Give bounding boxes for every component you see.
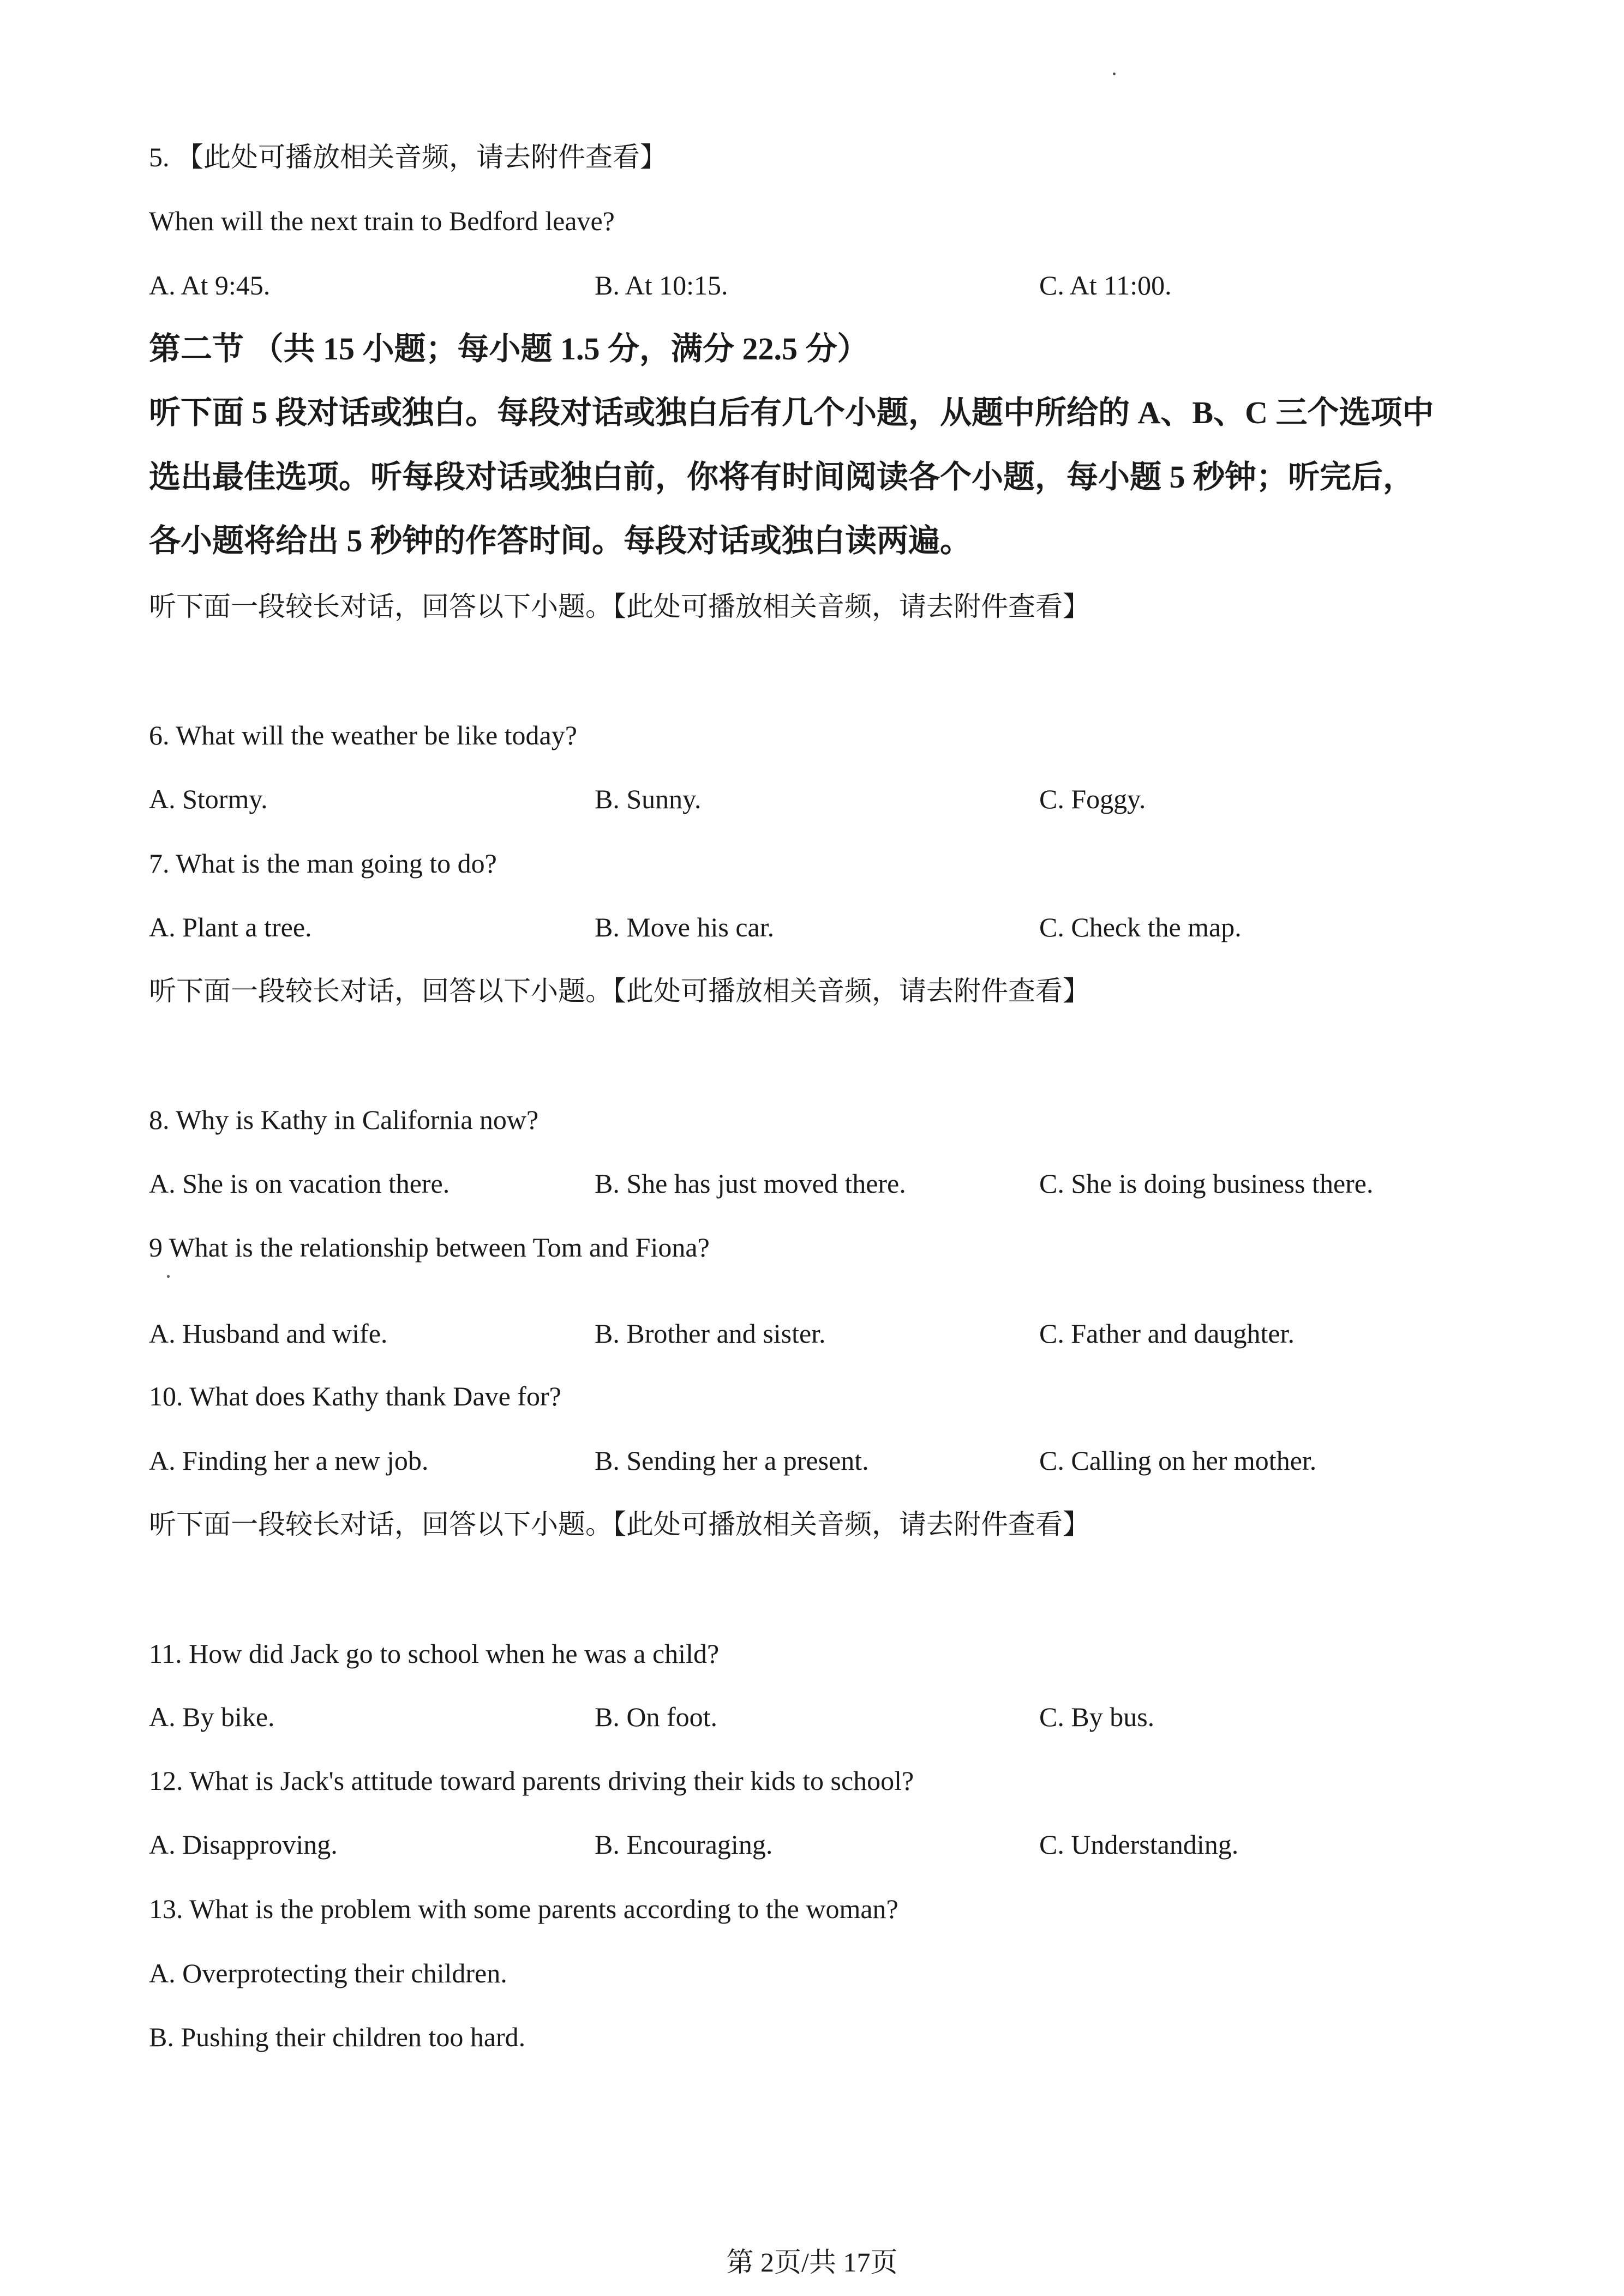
section2-instruction-line-3: 各小题将给出 5 秒钟的作答时间。每段对话或独白读两遍。 bbox=[149, 523, 972, 558]
q5-audio-note: 5. 【此处可播放相关音频，请去附件查看】 bbox=[149, 142, 667, 172]
q5-option-b: B. At 10:15. bbox=[595, 270, 728, 300]
q13-question: 13. What is the problem with some parents according to the woman? bbox=[149, 1894, 898, 1924]
q11-option-b: B. On foot. bbox=[595, 1702, 717, 1732]
q12-option-a: A. Disapproving. bbox=[149, 1829, 338, 1860]
q7-question: 7. What is the man going to do? bbox=[149, 848, 497, 879]
q12-option-b: B. Encouraging. bbox=[595, 1829, 773, 1860]
q8-option-a: A. She is on vacation there. bbox=[149, 1168, 450, 1199]
q8-option-b: B. She has just moved there. bbox=[595, 1168, 906, 1199]
q11-option-a: A. By bike. bbox=[149, 1702, 275, 1732]
q12-question: 12. What is Jack's attitude toward parents driving their kids to school? bbox=[149, 1765, 914, 1796]
stray-mark bbox=[167, 1275, 170, 1278]
group2-audio-note: 听下面一段较长对话，回答以下小题。【此处可播放相关音频，请去附件查看】 bbox=[149, 976, 1090, 1006]
q6-option-b: B. Sunny. bbox=[595, 784, 702, 814]
q10-option-a: A. Finding her a new job. bbox=[149, 1445, 429, 1476]
q9-option-c: C. Father and daughter. bbox=[1039, 1318, 1295, 1349]
q5-option-a: A. At 9:45. bbox=[149, 270, 271, 300]
group3-audio-note: 听下面一段较长对话，回答以下小题。【此处可播放相关音频，请去附件查看】 bbox=[149, 1509, 1090, 1540]
q9-option-b: B. Brother and sister. bbox=[595, 1318, 826, 1349]
q6-option-c: C. Foggy. bbox=[1039, 784, 1146, 814]
page-number: 第 2页/共 17页 bbox=[726, 2247, 898, 2277]
q7-option-a: A. Plant a tree. bbox=[149, 912, 312, 942]
q10-option-b: B. Sending her a present. bbox=[595, 1445, 869, 1476]
q9-option-a: A. Husband and wife. bbox=[149, 1318, 388, 1349]
section2-title: 第二节 （共 15 小题；每小题 1.5 分，满分 22.5 分） bbox=[149, 331, 869, 366]
section2-instruction-line-2: 选出最佳选项。听每段对话或独白前，你将有时间阅读各个小题，每小题 5 秒钟；听完后， bbox=[149, 459, 1415, 495]
q7-option-b: B. Move his car. bbox=[595, 912, 775, 942]
q8-question: 8. Why is Kathy in California now? bbox=[149, 1104, 539, 1135]
q6-question: 6. What will the weather be like today? bbox=[149, 720, 577, 750]
q5-option-c: C. At 11:00. bbox=[1039, 270, 1172, 300]
q11-question: 11. How did Jack go to school when he was a child? bbox=[149, 1638, 720, 1669]
q6-option-a: A. Stormy. bbox=[149, 784, 268, 814]
q11-option-c: C. By bus. bbox=[1039, 1702, 1155, 1732]
q10-question: 10. What does Kathy thank Dave for? bbox=[149, 1381, 561, 1411]
q9-question: 9 What is the relationship between Tom and Fiona? bbox=[149, 1232, 710, 1263]
q13-option-b: B. Pushing their children too hard. bbox=[149, 2022, 526, 2052]
corner-mark bbox=[1113, 73, 1116, 75]
q7-option-c: C. Check the map. bbox=[1039, 912, 1242, 942]
q12-option-c: C. Understanding. bbox=[1039, 1829, 1239, 1860]
q5-question: When will the next train to Bedford leave? bbox=[149, 206, 615, 236]
section2-instruction-line-1: 听下面 5 段对话或独白。每段对话或独白后有几个小题，从题中所给的 A、B、C 三个选项中 bbox=[149, 395, 1434, 430]
q10-option-c: C. Calling on her mother. bbox=[1039, 1445, 1317, 1476]
q8-option-c: C. She is doing business there. bbox=[1039, 1168, 1374, 1199]
group1-audio-note: 听下面一段较长对话，回答以下小题。【此处可播放相关音频，请去附件查看】 bbox=[149, 591, 1090, 622]
q13-option-a: A. Overprotecting their children. bbox=[149, 1958, 507, 1988]
